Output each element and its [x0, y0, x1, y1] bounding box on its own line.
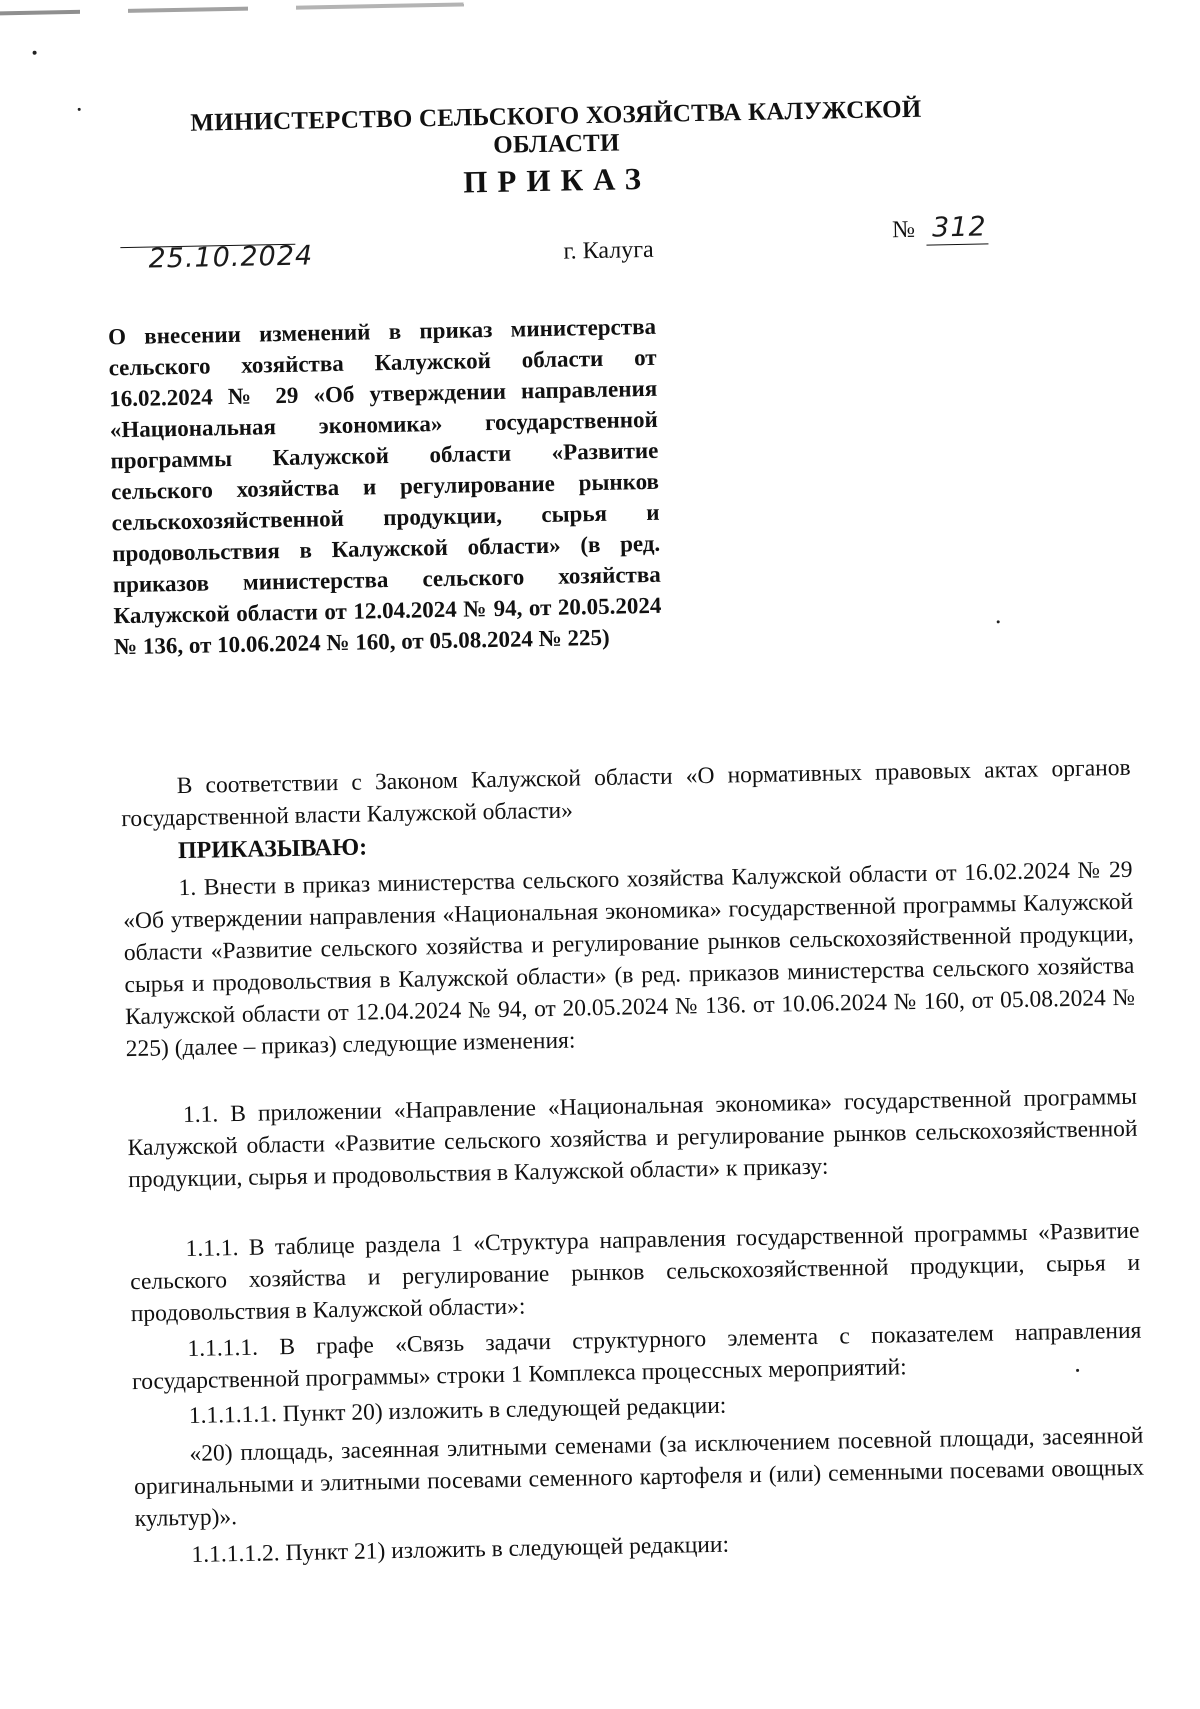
handwritten-date: 25.10.2024	[148, 240, 314, 275]
paragraph-1: 1. Внести в приказ министерства сельского хозяйства Калужской области от 16.02.2024 № 29 «Об утверждении направления «Национальная экономика» государственной программы Калужской области «Развитие сельского хозяйства и регулирование рынков сельскохозяйственной продукции, сырья и продовольствия в Калужской области» (в ред. приказов министерства сельского хозяйства Калужской области от 12.04.2024 № 94, от 20.05.2024 № 136. от 10.06.2024 № 160, от 05.08.2024 № 225) (далее – приказ) следующие изменения:	[123, 856, 1136, 1063]
basis-paragraph: В соответствии с Законом Калужской области «О нормативных правовых актах органов государственной власти Калужской области»	[121, 754, 1131, 833]
paragraph-1-1-1-1-2: 1.1.1.1.2. Пункт 21) изложить в следующей редакции:	[191, 1531, 730, 1568]
number-label: №	[891, 216, 916, 244]
number-underline	[926, 243, 988, 245]
scan-speck	[997, 620, 1000, 623]
paragraph-1-1-1-1-1: 1.1.1.1.1. Пункт 20) изложить в следующей редакции:	[188, 1392, 727, 1429]
city-label: г. Калуга	[563, 236, 654, 265]
ministry-name: МИНИСТЕРСТВО СЕЛЬСКОГО ХОЗЯЙСТВА КАЛУЖСКОЙ ОБЛАСТИ	[190, 95, 922, 159]
paragraph-1-1-1: 1.1.1. В таблице раздела 1 «Структура направления государственной программы «Развитие сельского хозяйства и регулирование рынков сельскохозяйственной продукции, сырья и продовольствия в Калужской области»:	[129, 1217, 1141, 1328]
order-subject: О внесении изменений в приказ министерства сельского хозяйства Калужской области от 16.02.2024 № 29 «Об утверждении направления «Национальная экономика» государственной программы Калужской области «Развитие сельского хозяйства и регулирование рынков сельскохозяйственной продукции, сырья и продовольствия в Калужской области» (в ред. приказов министерства сельского хозяйства Калужской области от 12.04.2024 № 94, от 20.05.2024 № 136, от 10.06.2024 № 160, от 05.08.2024 № 225)	[107, 313, 662, 660]
paragraph-item-20: «20) площадь, засеянная элитными семенами (за исключением посевной площади, засеянной оригинальными и элитными посевами семенного картофеля и (или) семенными посевами овощных культур)».	[133, 1422, 1145, 1533]
paragraph-1-1: 1.1. В приложении «Направление «Национальная экономика» государственной программы Калужской области «Развитие сельского хозяйства и регулирование рынков сельскохозяйственной продукции, сырья и продовольствия в Калужской области» к приказу:	[127, 1083, 1138, 1194]
scan-speck	[78, 108, 81, 111]
scan-speck	[33, 51, 37, 55]
paragraph-1-1-1-1: 1.1.1.1. В графе «Связь задачи структурного элемента с показателем направления государственной программы» строки 1 Комплекса процессных мероприятий:	[131, 1317, 1142, 1396]
scan-edge-artifact	[0, 0, 1184, 16]
order-word: ПРИКАЗЫВАЮ:	[177, 834, 368, 865]
document-type-title: ПРИКАЗ	[463, 160, 652, 200]
handwritten-number: 312	[931, 211, 987, 244]
